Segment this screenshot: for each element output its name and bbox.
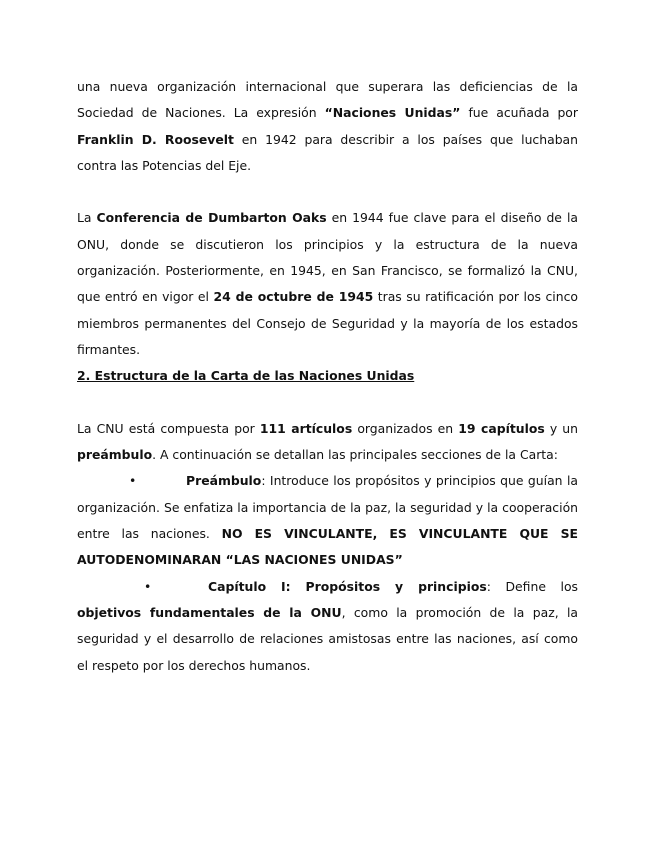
section-heading: 2. Estructura de la Carta de las Naciones Unidas [77,368,415,384]
text: en 1942 para describir a los países que luchaban contra las Potencias del Eje. [77,131,579,173]
bold-text: Franklin D. Roosevelt [77,131,234,147]
bold-text: objetivos fundamentales de la ONU [77,604,342,620]
text: en 1944 fue clave para el diseño de la ONU, donde se discutieron los principios y la estructura de la nueva organización. Posteriormente, en 1945, en San Francisco, se formalizó la CNU, que entró en vigor el [77,210,578,305]
bullet-icon: • [129,473,137,489]
list-item-preambulo [77,468,578,573]
text: . A continuación se detallan las principales secciones de la Carta: [152,447,558,463]
list-item-capitulo-1 [77,574,578,679]
text: tras su ratificación por los cinco miembros permanentes del Consejo de Seguridad y la mayoría de los estados firmantes. [77,289,578,357]
bold-text: NO ES VINCULANTE, ES VINCULANTE QUE SE AUTODENOMINARAN “LAS NACIONES UNIDAS” [77,526,578,568]
text: fue acuñada por [460,105,578,121]
bold-text: Preámbulo [186,473,262,489]
bold-text: 19 capítulos [458,420,545,436]
bullet-icon: • [144,578,152,594]
paragraph-cnu-structure [77,416,578,469]
text: , como la promoción de la paz, la seguridad y el desarrollo de relaciones amistosas entre las naciones, así como el respeto por los derechos humanos. [77,604,579,673]
text: : Introduce los propósitos y principios que guían la organización. Se enfatiza la importancia de la paz, la seguridad y la cooperación entre las naciones. [77,473,578,542]
bold-text: preámbulo [77,447,153,463]
text: La [77,210,97,226]
bold-text: Capítulo I: Propósitos y principios [208,578,487,594]
bold-text: Conferencia de Dumbarton Oaks [96,210,327,226]
bold-text: “Naciones Unidas” [324,105,461,121]
text: La CNU está compuesta por [77,420,260,436]
paragraph-dumbarton-oaks [77,205,578,363]
paragraph-naciones-unidas-origin [77,74,578,179]
bold-text: 24 de octubre de 1945 [213,289,374,305]
bold-text: 111 artículos [259,420,353,436]
text: una nueva organización internacional que superara las deficiencias de la Sociedad de Naciones. La expresión [77,79,578,121]
text: y un [544,420,579,436]
document-page [77,74,578,679]
text: organizados en [352,420,459,436]
text: : Define los [486,578,579,594]
